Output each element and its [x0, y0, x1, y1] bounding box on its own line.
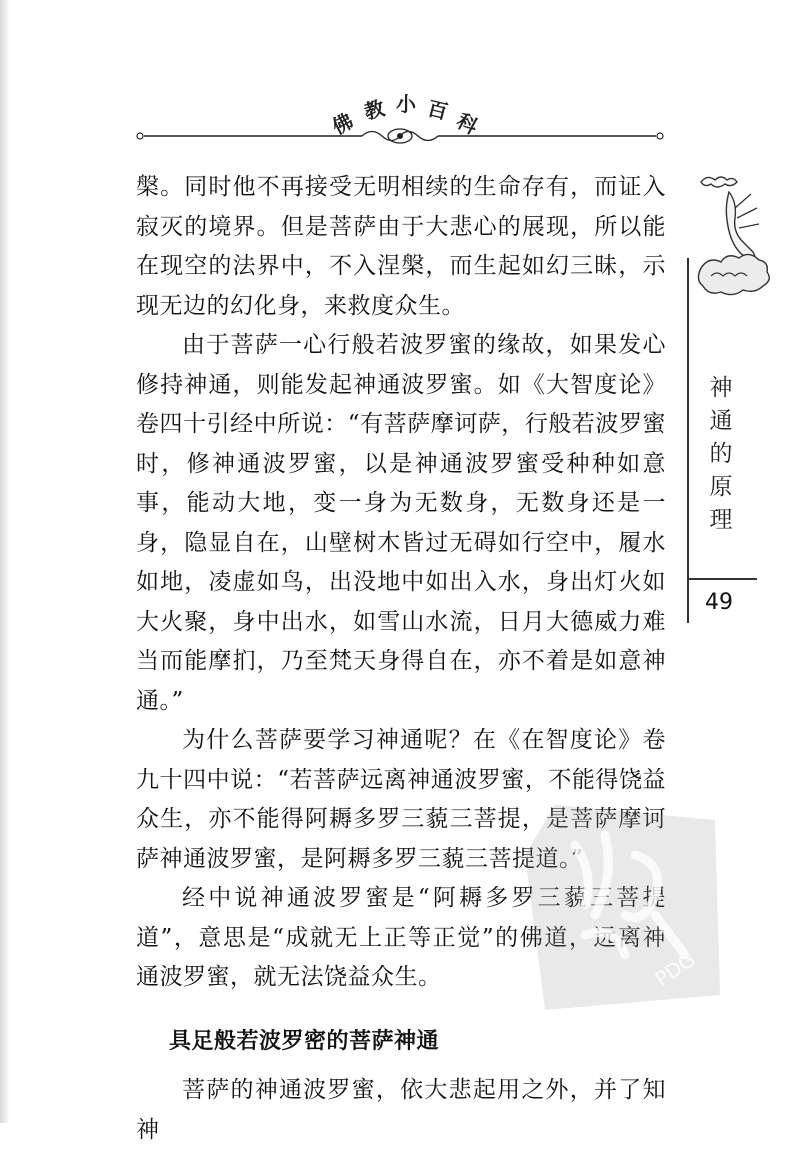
- paragraph: 菩萨的神通波罗蜜，依大悲起用之外，并了知神: [136, 1077, 666, 1143]
- cloud-hand-ornament: [693, 172, 773, 302]
- side-vertical-rule: [687, 258, 689, 623]
- header-char: 佛: [328, 108, 358, 140]
- paragraph: 为什么菩萨要学习神通呢？在《在智度论》卷九十四中说：“若菩萨远离神通波罗蜜，不能得饶益众生，亦不能得阿耨多罗三藐三菩提，是菩萨摩诃萨神通波罗蜜，是阿耨多罗三藐三菩提道。”: [136, 727, 666, 872]
- watermark-label: PDG: [650, 947, 700, 992]
- header-char: 教: [361, 95, 387, 125]
- page-edge-shadow: [0, 0, 10, 1123]
- header-char: 小: [396, 92, 416, 116]
- running-header-title: [328, 78, 482, 140]
- page-number: 49: [705, 590, 733, 615]
- chapter-char: 原: [709, 474, 733, 500]
- page-number-rule: [687, 578, 757, 580]
- header-ornament-rule: [130, 126, 670, 146]
- header-char: 科: [452, 108, 482, 140]
- paragraph: 由于菩萨一心行般若波罗蜜的缘故，如果发心修持神通，则能发起神通波罗蜜。如《大智度论》卷四十引经中所说：“有菩萨摩诃萨，行般若波罗蜜时，修神通波罗蜜，以是神通波罗蜜受种种如意事，能动大地，变一身为无数身，无数身还是一身，隐显自在，山壁树木皆过无碍如行空中，履水如地，凌虚如鸟，出没地中如出入水，身出灯火如大火聚，身中出水，如雪山水流，日月大德威力难当而能摩扪，乃至梵天身得自在，亦不着是如意神通。”: [136, 332, 666, 714]
- chapter-char: 神: [709, 375, 733, 401]
- section-heading: 具足般若波罗密的菩萨神通: [169, 1027, 440, 1054]
- chapter-char: 通: [709, 408, 733, 434]
- chapter-vertical-title: [706, 372, 736, 537]
- library-watermark-stamp: [515, 795, 725, 1015]
- chapter-char: 的: [709, 441, 733, 467]
- header-char: 百: [425, 95, 451, 125]
- chapter-char: 理: [709, 507, 733, 533]
- paragraph: 槃。同时他不再接受无明相续的生命存有，而证入寂灭的境界。但是菩萨由于大悲心的展现，所以能在现空的法界中，不入涅槃，而生起如幻三昧，示现无边的幻化身，来救度众生。: [136, 174, 666, 319]
- paragraph: 经中说神通波罗蜜是“阿耨多罗三藐三菩提道”，意思是“成就无上正等正觉”的佛道，远离神通波罗蜜，就无法饶益众生。: [136, 885, 666, 990]
